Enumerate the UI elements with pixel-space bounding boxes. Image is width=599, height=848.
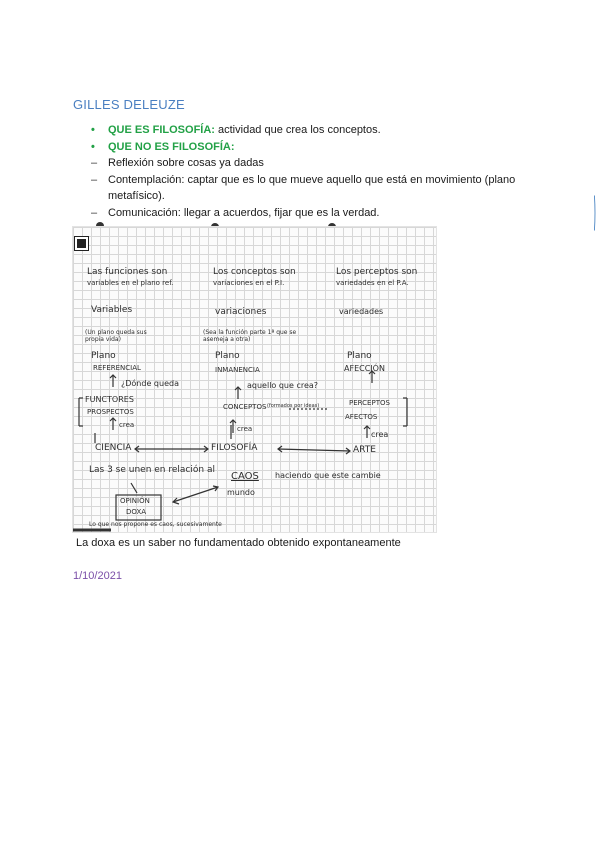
note-text: Lo que nos propone es caos, sucesivamente	[89, 521, 222, 528]
note-text: mundo	[227, 488, 255, 497]
note-text: INMANENCIA	[215, 366, 260, 374]
note-text: variables en el plano ref.	[87, 279, 174, 287]
note-text: ARTE	[353, 445, 376, 455]
note-text: crea	[237, 425, 253, 433]
note-text: (formados por ideas)	[267, 403, 320, 409]
item-text: Comunicación: llegar a acuerdos, fijar que es la verdad.	[108, 206, 380, 219]
note-text: Los conceptos son	[213, 267, 296, 277]
note-text: AFECTOS	[345, 413, 378, 421]
note-text: REFERENCIAL	[93, 364, 141, 372]
item-label: QUE ES FILOSOFÍA:	[108, 124, 215, 136]
note-text: variedades	[339, 307, 384, 316]
item-text: Contemplación: captar que es lo que mueve aquello que está en movimiento (plano metafísico).	[108, 173, 516, 202]
note-text: variedades en el P.A.	[336, 279, 409, 287]
document-title: GILLES DELEUZE	[73, 97, 185, 112]
item-text: actividad que crea los conceptos.	[214, 124, 381, 136]
note-text: OPINIÓN	[120, 497, 150, 505]
note-text: AFECCIÓN	[344, 364, 385, 373]
note-text: (Un plano queda sus propia vida)	[85, 329, 147, 343]
list-item	[88, 205, 558, 222]
handwritten-notes-image	[72, 226, 437, 533]
note-text: (Sea la función parte 1ª que se asemeja a otra)	[203, 329, 297, 343]
note-text: FILOSOFÍA	[211, 443, 258, 453]
note-text: PERCEPTOS	[349, 399, 390, 407]
note-text: crea	[119, 421, 135, 429]
note-text: Plano	[347, 351, 372, 361]
date-label: 1/10/2021	[73, 570, 122, 582]
note-text: Las funciones son	[87, 267, 168, 277]
bullet-icon: •	[91, 124, 95, 136]
margin-mark	[594, 178, 596, 248]
note-text: Plano	[215, 351, 240, 361]
note-text: aquello que crea?	[247, 381, 319, 390]
list-item	[88, 172, 558, 205]
bullet-icon: •	[91, 140, 95, 153]
note-text: Los perceptos son	[336, 267, 418, 277]
image-caption: La doxa es un saber no fundamentado obtenido expontaneamente	[76, 537, 401, 549]
note-text: haciendo que este cambie	[275, 471, 381, 480]
dash-icon: –	[91, 173, 98, 186]
item-label: QUE NO ES FILOSOFÍA:	[108, 140, 235, 153]
note-text: Las 3 se unen en relación al	[89, 465, 215, 475]
note-text: CONCEPTOS	[223, 403, 267, 411]
note-text: Plano	[91, 351, 116, 361]
note-text: variaciones en el P.I.	[213, 279, 285, 287]
list-item	[88, 155, 558, 172]
note-text: ¿Dónde queda	[121, 379, 179, 388]
note-text: Variables	[91, 305, 133, 315]
note-text: PROSPECTOS	[87, 408, 134, 416]
list-item	[88, 139, 558, 156]
item-text: Reflexión sobre cosas ya dadas	[108, 157, 264, 169]
note-text: DOXA	[126, 508, 147, 516]
note-text: CAOS	[231, 471, 259, 482]
bullet-list	[88, 122, 558, 221]
note-text: FUNCTORES	[85, 395, 134, 404]
dash-icon: –	[91, 206, 98, 219]
dash-icon: –	[91, 157, 98, 169]
list-item	[88, 122, 558, 139]
note-text: crea	[371, 430, 389, 439]
note-text: CIENCIA	[95, 443, 132, 453]
note-text: variaciones	[215, 307, 267, 317]
